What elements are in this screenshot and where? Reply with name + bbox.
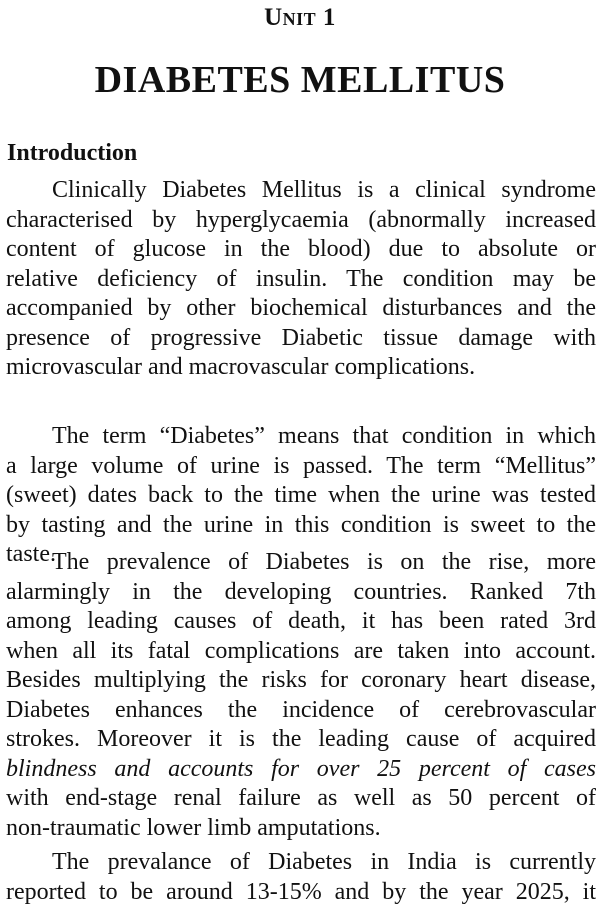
- text-line: alarmingly in the developing countries. Ranked 7th: [6, 578, 596, 605]
- paragraph-introduction-1: [6, 176, 596, 383]
- text-line: microvascular and macrovascular complications.: [6, 354, 476, 380]
- text-line: The term “Diabetes” means that condition in which: [52, 423, 596, 449]
- paragraph-introduction-3: [6, 548, 596, 843]
- text-line: The prevalence of Diabetes is on the rise, more: [52, 549, 596, 575]
- text-line: Besides multiplying the risks for coronary heart disease,: [6, 667, 596, 693]
- text-line: non-traumatic lower limb amputations.: [6, 814, 381, 841]
- unit-label: [0, 4, 600, 32]
- paragraph-introduction-4: [6, 848, 596, 907]
- text-line: Clinically Diabetes Mellitus is a clinical syndrome: [52, 177, 596, 203]
- text-line: relative deficiency of insulin. The condition may be: [6, 265, 596, 292]
- text-line: when all its fatal complications are taken into account.: [6, 637, 596, 664]
- text-line: accompanied by other biochemical disturbances and the: [6, 295, 596, 321]
- text-line: by tasting and the urine in this condition is sweet to the: [6, 511, 596, 538]
- text-line: among leading causes of death, it has been rated 3rd: [6, 608, 596, 634]
- unit-label-text: Unit 1: [264, 4, 336, 31]
- text-line: content of glucose in the blood) due to absolute or: [6, 236, 596, 262]
- text-line: presence of progressive Diabetic tissue damage with: [6, 324, 596, 351]
- text-line: a large volume of urine is passed. The term “Mellitus”: [6, 452, 596, 479]
- text-line: strokes. Moreover it is the leading cause of acquired: [6, 726, 596, 752]
- text-line: taste.: [6, 541, 56, 567]
- section-heading: Introduction: [7, 140, 138, 166]
- text-line: Diabetes enhances the incidence of cerebrovascular: [6, 696, 596, 723]
- text-line: blindness and accounts for over 25 percent of cases: [6, 755, 596, 782]
- text-line: reported to be around 13-15% and by the year 2025, it: [6, 878, 596, 905]
- text-line: characterised by hyperglycaemia (abnormally increased: [6, 206, 596, 233]
- text-line: with end-stage renal failure as well as 50 percent of: [6, 785, 596, 811]
- chapter-title: DIABETES MELLITUS: [94, 59, 506, 101]
- text-line: The prevalance of Diabetes in India is currently: [52, 849, 596, 875]
- text-line: (sweet) dates back to the time when the urine was tested: [6, 482, 596, 508]
